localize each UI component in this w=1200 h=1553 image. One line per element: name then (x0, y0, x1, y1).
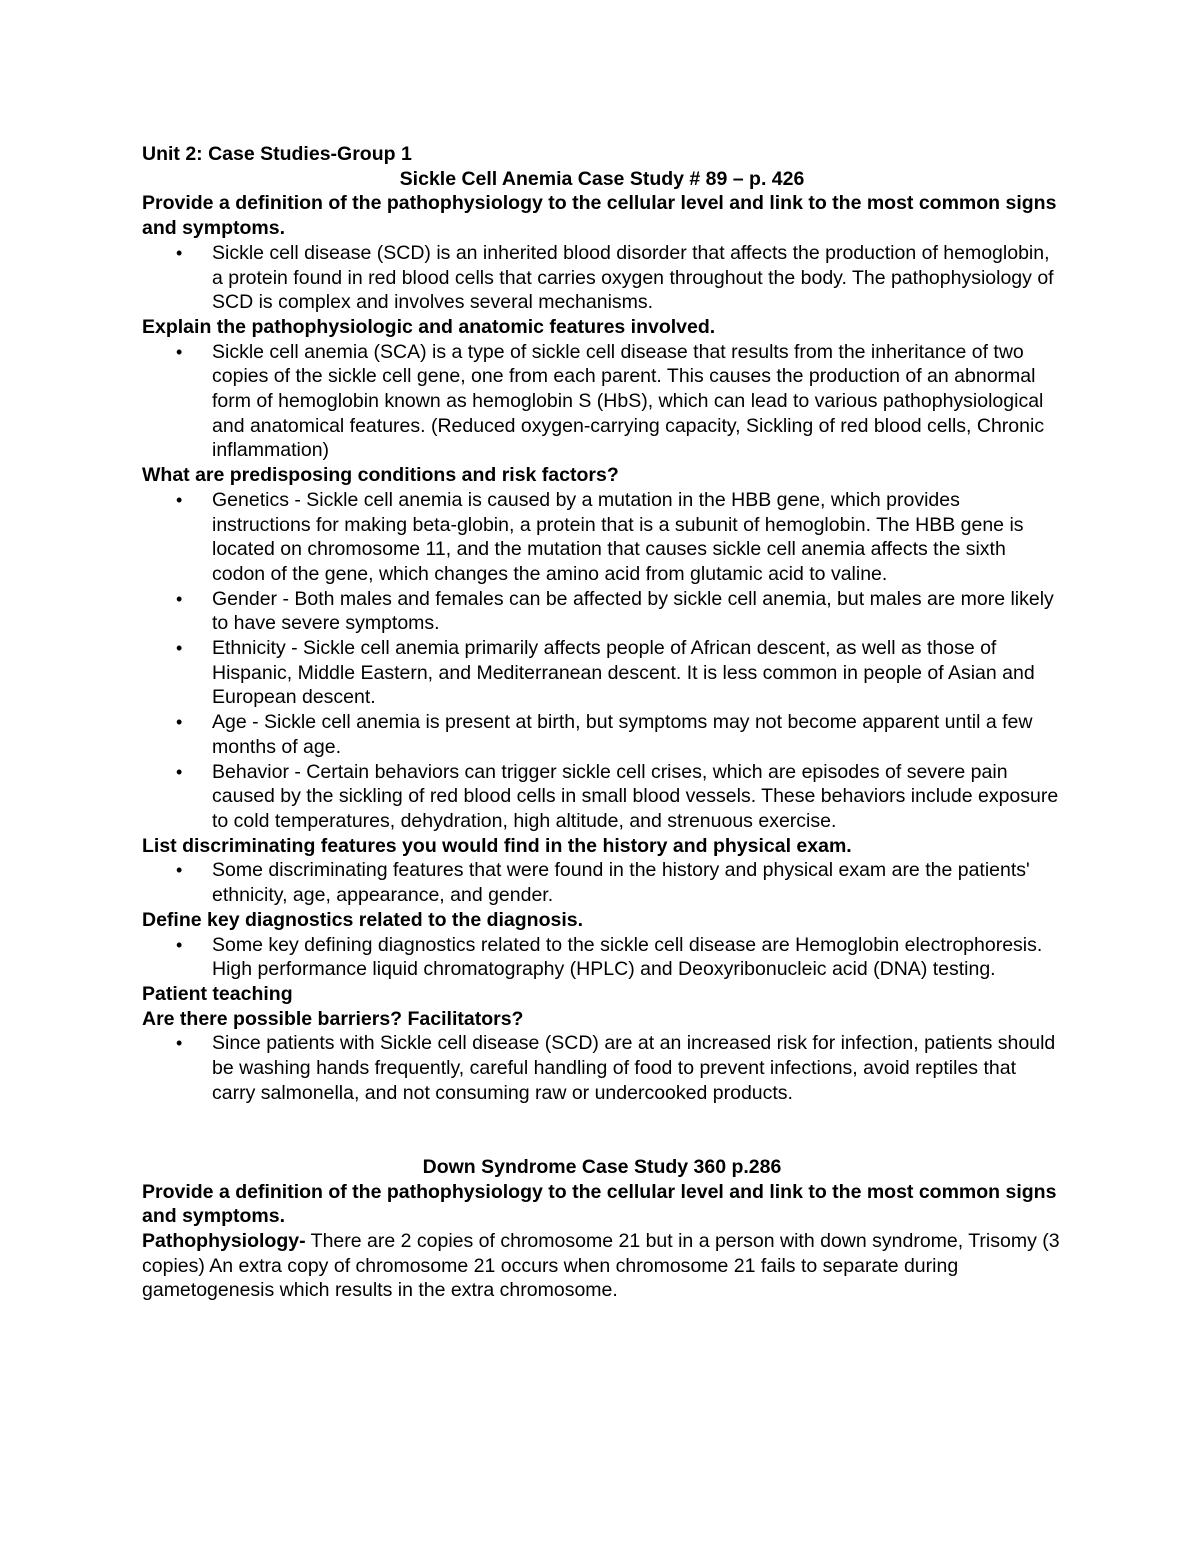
bullet-icon: • (176, 1033, 183, 1054)
bullet-icon: • (176, 242, 183, 263)
bullet-icon: • (176, 638, 183, 659)
bullet-icon: • (176, 588, 183, 609)
list-item: • Sickle cell disease (SCD) is an inherited blood disorder that affects the production of hemoglobin, a protein found in red blood cells that carries oxygen throughout the body. The pathophysiology of SCD is complex and involves several mechanisms. (176, 241, 1054, 314)
sickle-answer-list-5 (142, 933, 1062, 982)
list-item: • Since patients with Sickle cell disease (SCD) are at an increased risk for infection, patients should be washing hands frequently, careful handling of food to prevent infections, avoid reptiles that carry salmonella, and not consuming raw or undercooked products. (176, 1032, 1056, 1104)
down-syndrome-case-title: Down Syndrome Case Study 360 p.286 (422, 1155, 782, 1178)
sickle-answer-list-1 (142, 241, 1062, 315)
sickle-cell-case-title: Sickle Cell Anemia Case Study # 89 – p. 426 (399, 167, 805, 190)
blank-line (142, 1105, 1062, 1130)
blank-line (142, 1130, 1062, 1155)
sickle-question-risk-factors: What are predisposing conditions and risk factors? (142, 464, 619, 487)
pathophysiology-text: There are 2 copies of chromosome 21 but in a person with down syndrome, Trisomy (3 copies) An extra copy of chromosome 21 occurs when chromosome 21 fails to separate during gametogenesis which results in the extra chromosome. (142, 1229, 1060, 1302)
bullet-icon: • (176, 860, 183, 881)
list-item: • Sickle cell anemia (SCA) is a type of sickle cell disease that results from the inheritance of two copies of the sickle cell gene, one from each parent. This causes the production of an abnormal form of hemoglobin known as hemoglobin S (HbS), which can lead to various pathophysiological and anatomical features. (Reduced oxygen-carrying capacity, Sickling of red blood cells, Chronic inflammation) (176, 340, 1045, 462)
bullet-icon: • (176, 712, 183, 733)
document-page (142, 142, 1062, 1303)
sickle-question-features: Explain the pathophysiologic and anatomic features involved. (142, 315, 716, 338)
down-pathophysiology-paragraph (142, 1229, 1062, 1303)
bullet-icon: • (176, 489, 183, 510)
bullet-icon: • (176, 761, 183, 782)
list-item: • Age - Sickle cell anemia is present at birth, but symptoms may not become apparent until a few months of age. (176, 711, 1033, 758)
sickle-question-discriminating: List discriminating features you would find in the history and physical exam. (142, 834, 852, 857)
unit-title: Unit 2: Case Studies-Group 1 (142, 143, 412, 165)
sickle-question-pathophysiology: Provide a definition of the pathophysiology to the cellular level and link to the most common signs and symptoms. (142, 192, 1057, 240)
list-item: • Behavior - Certain behaviors can trigger sickle cell crises, which are episodes of severe pain caused by the sickling of red blood cells in small blood vessels. These behaviors include exposure to cold temperatures, dehydration, high altitude, and strenuous exercise. (176, 760, 1059, 832)
sickle-heading-patient-teaching: Patient teaching (142, 982, 293, 1005)
down-question-pathophysiology: Provide a definition of the pathophysiology to the cellular level and link to the most common signs and symptoms. (142, 1180, 1057, 1228)
sickle-question-barriers: Are there possible barriers? Facilitators? (142, 1007, 524, 1030)
sickle-question-diagnostics: Define key diagnostics related to the diagnosis. (142, 908, 584, 931)
list-item: • Genetics - Sickle cell anemia is caused by a mutation in the HBB gene, which provides instructions for making beta-globin, a protein that is a subunit of hemoglobin. The HBB gene is located on chromosome 11, and the mutation that causes sickle cell anemia affects the sixth codon of the gene, which changes the amino acid from glutamic acid to valine. (176, 488, 1024, 585)
sickle-answer-list-7 (142, 1031, 1062, 1105)
sickle-answer-list-4 (142, 858, 1062, 907)
sickle-answer-list-3 (142, 488, 1062, 834)
list-item: • Some key defining diagnostics related to the sickle cell disease are Hemoglobin electrophoresis. High performance liquid chromatography (HPLC) and Deoxyribonucleic acid (DNA) testing. (176, 933, 1043, 981)
bullet-icon: • (176, 934, 183, 955)
sickle-answer-list-2 (142, 340, 1062, 464)
bullet-icon: • (176, 341, 183, 362)
list-item: • Gender - Both males and females can be affected by sickle cell anemia, but males are more likely to have severe symptoms. (176, 587, 1054, 635)
pathophysiology-label: Pathophysiology- (142, 1229, 306, 1252)
list-item: • Ethnicity - Sickle cell anemia primarily affects people of African descent, as well as those of Hispanic, Middle Eastern, and Mediterranean descent. It is less common in people of Asian and European descent. (176, 637, 1035, 709)
list-item: • Some discriminating features that were found in the history and physical exam are the patients' ethnicity, age, appearance, and gender. (176, 859, 1030, 907)
